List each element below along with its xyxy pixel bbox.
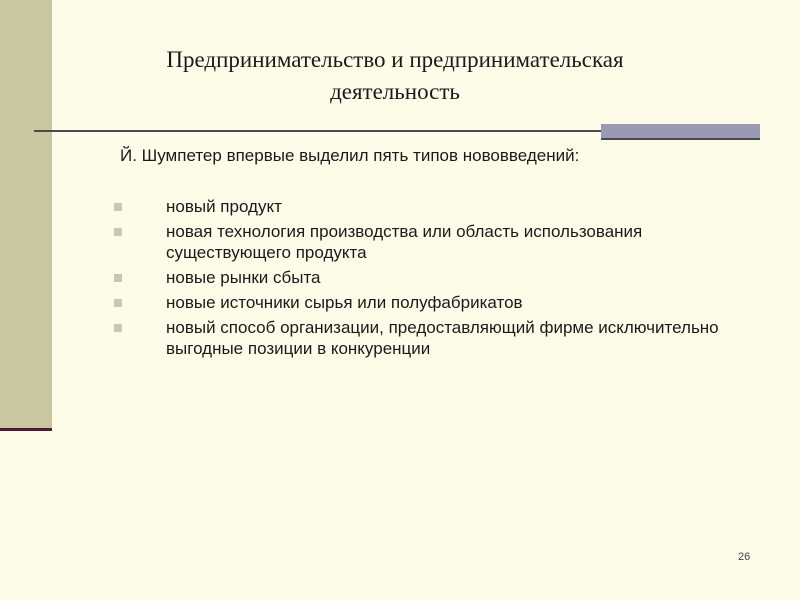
square-bullet-icon: [114, 299, 122, 307]
side-decoration-bar: [0, 0, 52, 431]
page-number: 26: [738, 551, 751, 563]
square-bullet-icon: [114, 203, 122, 211]
square-bullet-icon: [114, 228, 122, 236]
innovation-types-list: [114, 196, 734, 363]
list-item: [114, 317, 734, 359]
list-item-text: новый способ организации, предоставляющий фирме исключительно выгодные позиции в конкуренции: [166, 318, 719, 358]
list-item: [114, 292, 734, 313]
list-item: [114, 196, 734, 217]
list-item: [114, 267, 734, 288]
slide-title-line-1: Предпринимательство и предпринимательская: [166, 47, 624, 72]
square-bullet-icon: [114, 274, 122, 282]
list-item-text: новые рынки сбыта: [166, 268, 321, 287]
list-item: [114, 221, 734, 263]
slide-title-line-2: деятельность: [330, 79, 460, 104]
slide-title: [60, 44, 730, 108]
list-item-text: новая технология производства или область использования существующего продукта: [166, 222, 643, 262]
intro-text: Й. Шумпетер впервые выделил пять типов нововведений:: [120, 146, 580, 165]
list-item-text: новые источники сырья или полуфабрикатов: [166, 293, 523, 312]
square-bullet-icon: [114, 324, 122, 332]
list-item-text: новый продукт: [166, 197, 282, 216]
title-divider-accent: [601, 124, 760, 140]
